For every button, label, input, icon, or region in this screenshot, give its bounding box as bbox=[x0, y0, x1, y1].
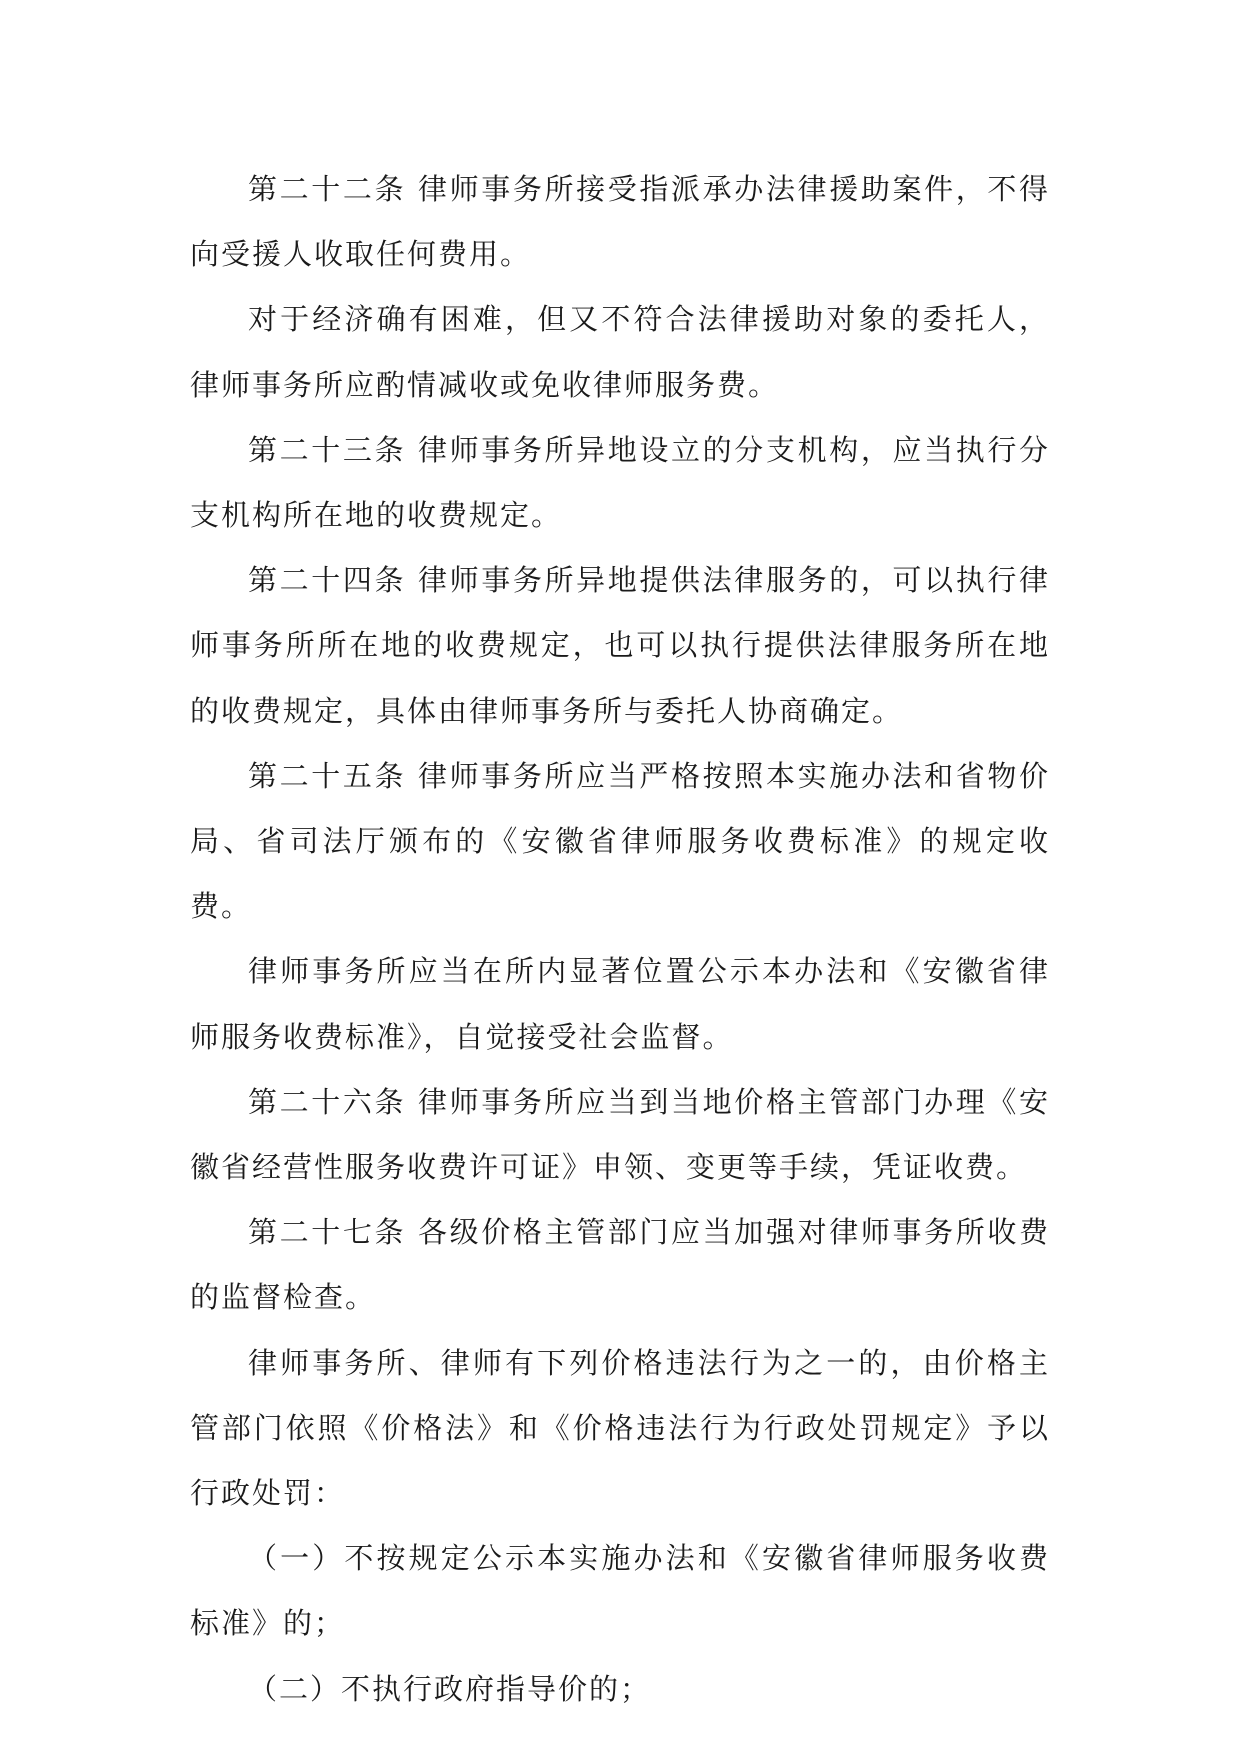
list-item-1: （一）不按规定公示本实施办法和《安徽省律师服务收费标准》的； bbox=[190, 1541, 1050, 1641]
paragraph-article-22: 第二十二条 律师事务所接受指派承办法律援助案件，不得向受援人收取任何费用。 bbox=[190, 172, 1050, 272]
paragraph-article-26: 第二十六条 律师事务所应当到当地价格主管部门办理《安徽省经营性服务收费许可证》申领、变更等手续，凭证收费。 bbox=[190, 1084, 1050, 1185]
paragraph-violations: 律师事务所、律师有下列价格违法行为之一的，由价格主管部门依照《价格法》和《价格违法行为行政处罚规定》予以行政处罚： bbox=[190, 1345, 1050, 1511]
list-item-2: （二）不执行政府指导价的； bbox=[248, 1671, 652, 1706]
paragraph-article-25: 第二十五条 律师事务所应当严格按照本实施办法和省物价局、省司法厅颁布的《安徽省律师服务收费标准》的规定收费。 bbox=[190, 758, 1050, 924]
paragraph-fee-reduction: 对于经济确有困难，但又不符合法律援助对象的委托人，律师事务所应酌情减收或免收律师服务费。 bbox=[190, 302, 1050, 402]
paragraph-article-27: 第二十七条 各级价格主管部门应当加强对律师事务所收费的监督检查。 bbox=[190, 1215, 1050, 1315]
document-body bbox=[190, 157, 1050, 1722]
paragraph-article-24: 第二十四条 律师事务所异地提供法律服务的，可以执行律师事务所所在地的收费规定，也可以执行提供法律服务所在地的收费规定，具体由律师事务所与委托人协商确定。 bbox=[190, 563, 1050, 728]
paragraph-article-23: 第二十三条 律师事务所异地设立的分支机构，应当执行分支机构所在地的收费规定。 bbox=[190, 432, 1050, 533]
paragraph-public-notice: 律师事务所应当在所内显著位置公示本办法和《安徽省律师服务收费标准》，自觉接受社会监督。 bbox=[190, 954, 1050, 1054]
